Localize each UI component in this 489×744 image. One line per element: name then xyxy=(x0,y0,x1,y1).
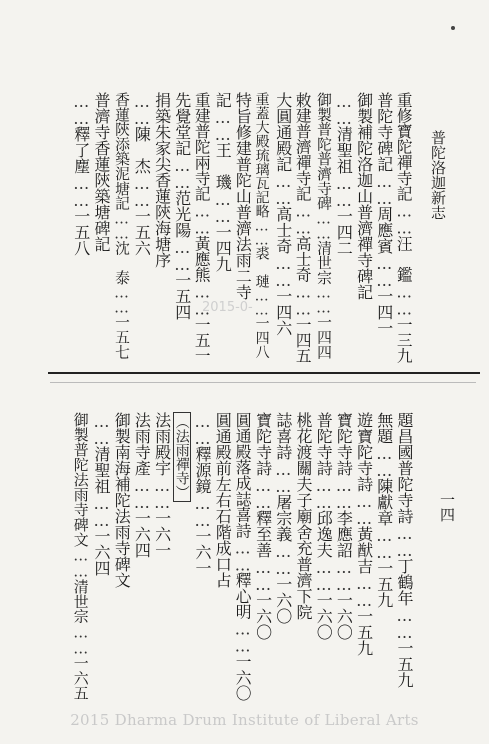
leader-dots: …… xyxy=(253,558,273,592)
entry-title: 御製補陀洛迦山普濟禪寺碑記 xyxy=(354,92,374,300)
leader-dots: …… xyxy=(71,174,91,208)
entry-page: 一四五 xyxy=(293,316,313,364)
leader-dots: …… xyxy=(395,524,414,558)
toc-entry[interactable] xyxy=(132,92,152,256)
leader-dots: …… xyxy=(314,558,334,592)
entry-title: 寶陀寺詩 xyxy=(334,412,354,476)
toc-entry[interactable] xyxy=(233,92,253,300)
entry-title: 遊寶陀寺詩 xyxy=(354,412,374,492)
leader-dots: …… xyxy=(374,172,394,206)
entry-title: 普陀寺碑記 xyxy=(374,92,394,172)
entry-author: 釋心明 xyxy=(233,572,253,620)
entry-author: 黃應熊 xyxy=(192,235,212,283)
entry-author: 清聖祖 xyxy=(92,446,111,494)
entry-page: 一五八 xyxy=(71,208,91,256)
entry-title: 無題 xyxy=(374,412,394,444)
entry-page: 一五九 xyxy=(374,560,394,608)
entry-title: 香蓮陝添築泥塘記 xyxy=(112,92,130,211)
entry-author: 沈 泰 xyxy=(112,240,130,285)
toc-entry[interactable] xyxy=(93,92,109,252)
running-title: 普陀洛迦新志 xyxy=(429,130,447,220)
toc-entry[interactable] xyxy=(376,412,392,608)
toc-entry[interactable] xyxy=(73,92,89,256)
toc-entry[interactable] xyxy=(174,92,190,320)
toc-entry[interactable] xyxy=(93,412,109,576)
entry-author: 高士奇 xyxy=(273,206,293,254)
entry-page: 一六〇 xyxy=(314,592,334,640)
leader-dots: …… xyxy=(71,546,90,579)
toc-entry[interactable] xyxy=(174,412,190,502)
toc-entry[interactable] xyxy=(233,412,253,701)
leader-dots: …… xyxy=(193,412,212,446)
toc-entry[interactable] xyxy=(295,412,311,620)
leader-dots: …… xyxy=(132,174,152,208)
leader-dots: …… xyxy=(71,92,91,126)
entry-page: 一六四 xyxy=(132,510,152,558)
leader-dots: …… xyxy=(374,526,394,560)
entry-title: 誌喜詩 xyxy=(273,412,293,460)
toc-entry[interactable] xyxy=(334,92,354,256)
entry-title: 重建普陀兩寺記 xyxy=(192,92,212,202)
leader-dots: …… xyxy=(71,623,90,656)
entry-title: 特旨修建普陀山普濟法雨二寺 xyxy=(233,92,253,300)
entry-page: 一五一 xyxy=(192,316,212,364)
entry-title: 先覺堂記 xyxy=(172,92,192,156)
page-number: 一四 xyxy=(438,492,456,522)
leader-dots: …… xyxy=(192,282,212,317)
leader-dots: …… xyxy=(213,190,233,224)
leader-dots: …… xyxy=(112,284,130,315)
leader-dots: …… xyxy=(253,288,270,317)
leader-dots: …… xyxy=(92,494,111,528)
leader-dots: …… xyxy=(314,210,332,241)
leader-dots: …… xyxy=(293,201,313,236)
toc-entry[interactable] xyxy=(356,92,372,300)
entry-title: 法雨殿宇 xyxy=(152,412,172,476)
entry-title: （法雨禪寺） xyxy=(173,412,191,502)
leader-dots: …… xyxy=(233,619,253,654)
entry-title: 圓通殿前左右石階成口占 xyxy=(213,412,233,588)
toc-entry[interactable] xyxy=(112,412,132,588)
entry-page: 一六四 xyxy=(92,528,111,576)
entry-page: 一六〇 xyxy=(273,576,293,624)
toc-entry[interactable] xyxy=(194,412,210,576)
leader-dots: …… xyxy=(273,172,293,206)
entry-author: 丁鶴年 xyxy=(395,558,414,606)
leader-dots: …… xyxy=(394,201,414,236)
entry-page: 一三九 xyxy=(394,316,414,364)
entry-page: 一四一 xyxy=(374,288,394,336)
leader-dots: …… xyxy=(132,92,152,126)
entry-title: 普濟寺香蓮陝築塘碑記 xyxy=(92,92,111,252)
toc-entry[interactable] xyxy=(396,92,412,363)
leader-dots: …… xyxy=(334,174,354,208)
entry-author: 清世宗 xyxy=(314,240,332,285)
entry-title: 圓通殿落成誌喜詩 xyxy=(233,412,253,539)
entry-page: 一五七 xyxy=(112,314,130,360)
entry-title: 御製普陀普濟寺碑 xyxy=(314,92,332,211)
leader-dots: …… xyxy=(253,218,270,247)
leader-dots: …… xyxy=(92,412,111,446)
entry-author: 裘 璉 xyxy=(253,246,270,289)
leader-dots: …… xyxy=(253,476,273,510)
entry-author: 黃猷吉 xyxy=(354,526,374,574)
toc-entry[interactable] xyxy=(113,92,128,359)
entry-title: 大圓通殿記 xyxy=(273,92,293,172)
leader-dots: …… xyxy=(192,201,212,236)
toc-entry[interactable] xyxy=(334,412,354,640)
entry-author: 王 璣 xyxy=(213,142,233,190)
leader-dots: …… xyxy=(354,574,374,608)
leader-dots: …… xyxy=(334,558,354,592)
leader-dots: …… xyxy=(293,282,313,317)
entry-author: 陳獻章 xyxy=(374,478,394,526)
leader-dots: …… xyxy=(273,542,293,576)
leader-dots: …… xyxy=(152,476,172,510)
leader-dots: …… xyxy=(132,476,152,510)
entry-title: 普陀寺詩 xyxy=(314,412,334,476)
entry-author: 釋源鏡 xyxy=(193,446,212,494)
leader-dots: …… xyxy=(354,492,374,526)
toc-entry[interactable] xyxy=(255,412,271,640)
leader-dots: …… xyxy=(172,156,192,190)
entry-page: 一五四 xyxy=(172,272,192,320)
toc-entry[interactable] xyxy=(295,92,311,363)
faint-watermark: 2015-0- xyxy=(202,300,253,315)
leader-dots: …… xyxy=(112,210,130,241)
entry-page: 一四八 xyxy=(253,316,270,359)
entry-title: 記 xyxy=(213,92,233,108)
section-divider-thin xyxy=(50,382,476,383)
entry-author: 邱逸夫 xyxy=(314,510,334,558)
toc-entry[interactable] xyxy=(154,92,170,268)
toc-entry[interactable] xyxy=(213,412,233,588)
leader-dots: …… xyxy=(374,444,394,478)
entry-title: 法雨寺產 xyxy=(132,412,152,476)
entry-author: 高士奇 xyxy=(293,235,313,283)
ink-speck xyxy=(451,26,455,30)
entry-page: 一四六 xyxy=(273,288,293,336)
entry-author: 屠宗義 xyxy=(273,494,293,542)
leader-dots: …… xyxy=(334,476,354,510)
leader-dots: …… xyxy=(314,476,334,510)
leader-dots: …… xyxy=(273,460,293,494)
entry-title: 題昌國普陀寺詩 xyxy=(395,412,414,524)
toc-entry[interactable] xyxy=(315,92,330,359)
entry-author: 陳 杰 xyxy=(132,126,152,174)
leader-dots: …… xyxy=(213,108,233,142)
entry-page: 一五九 xyxy=(395,640,414,688)
entry-page: 一五九 xyxy=(354,608,374,656)
entry-page: 一四九 xyxy=(213,224,233,272)
leader-dots: …… xyxy=(193,494,212,528)
toc-entry[interactable] xyxy=(73,412,88,700)
entry-title: 御製南海補陀法雨寺碑文 xyxy=(112,412,132,588)
entry-page: 一六〇 xyxy=(253,592,273,640)
entry-title: 捐築朱家尖香蓮陝海塘序 xyxy=(152,92,172,268)
entry-author: 釋了塵 xyxy=(71,126,91,174)
leader-dots: …… xyxy=(395,606,414,640)
entry-title: 敕建普濟禪寺記 xyxy=(293,92,313,202)
entry-title: 重修寶陀禪寺記 xyxy=(394,92,414,202)
entry-page: 一六五 xyxy=(71,655,90,701)
entry-page: 一六〇 xyxy=(233,653,253,701)
toc-entry[interactable] xyxy=(314,412,334,640)
entry-author: 李應詔 xyxy=(334,510,354,558)
toc-entry[interactable] xyxy=(194,92,210,363)
entry-page: 一四四 xyxy=(314,314,332,360)
entry-page: 一六一 xyxy=(152,510,172,558)
toc-entry[interactable] xyxy=(275,412,291,624)
watermark: 2015 Dharma Drum Institute of Liberal Arts xyxy=(70,711,419,729)
toc-entry[interactable] xyxy=(255,92,269,358)
toc-entry[interactable] xyxy=(132,412,152,558)
leader-dots: …… xyxy=(233,538,253,573)
entry-author: 汪 鑑 xyxy=(394,235,414,283)
leader-dots: …… xyxy=(273,254,293,288)
toc-entry[interactable] xyxy=(154,412,170,558)
section-divider xyxy=(48,372,480,374)
toc-entry[interactable] xyxy=(213,92,233,272)
toc-entry[interactable] xyxy=(356,412,372,656)
toc-entry[interactable] xyxy=(275,92,291,336)
leader-dots: …… xyxy=(334,92,354,126)
leader-dots: …… xyxy=(394,282,414,317)
entry-author: 清聖祖 xyxy=(334,126,354,174)
entry-title: 御製普陀法雨寺碑文 xyxy=(71,412,90,547)
leader-dots: …… xyxy=(172,238,192,272)
entry-title: 桃花渡關夫子廟舍充普濟下院 xyxy=(294,412,313,620)
leader-dots: …… xyxy=(374,254,394,288)
entry-title: 寶陀寺詩 xyxy=(253,412,273,476)
entry-author: 周應賓 xyxy=(374,206,394,254)
entry-page: 一四二 xyxy=(334,208,354,256)
entry-author: 清世宗 xyxy=(71,578,90,624)
leader-dots: …… xyxy=(314,284,332,315)
entry-author: 范光陽 xyxy=(172,190,192,238)
entry-page: 一六〇 xyxy=(334,592,354,640)
toc-entry[interactable] xyxy=(376,92,392,336)
toc-entry[interactable] xyxy=(396,412,412,688)
entry-page: 一五六 xyxy=(132,208,152,256)
entry-title: 重蓋大殿琉璃瓦記略 xyxy=(253,92,270,219)
entry-page: 一六一 xyxy=(193,528,212,576)
entry-author: 釋至善 xyxy=(253,510,273,558)
